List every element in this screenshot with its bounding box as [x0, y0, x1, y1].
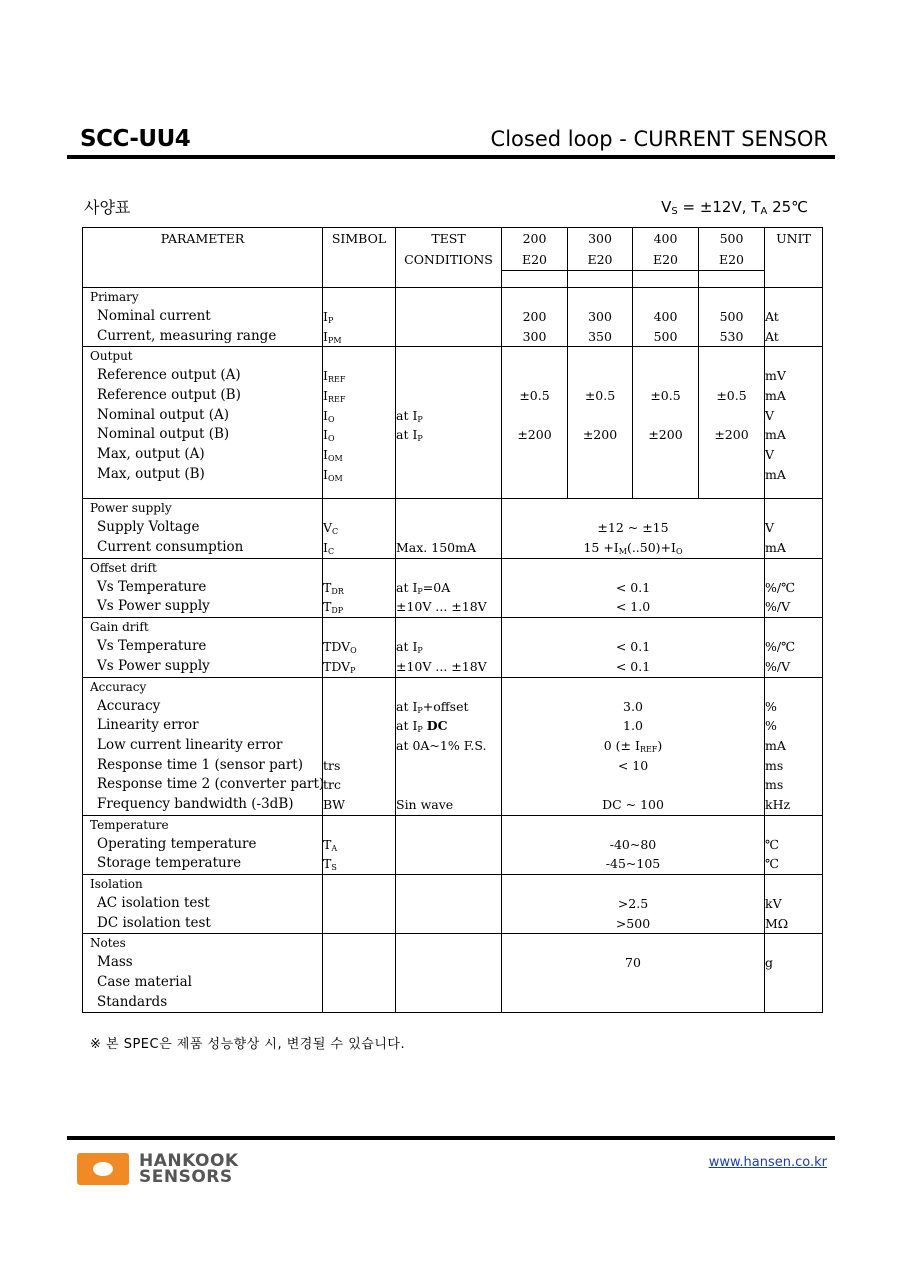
section-title: Output: [90, 349, 133, 364]
specification-table: [82, 227, 823, 1013]
model-name: SCC-UU4: [80, 126, 191, 152]
section-offset-drift: Offset drift Vs Temperature Vs Power supply $T_{DR}$ $T_{DP}$ at $I_P=0A$ ±10V ... ±18V < 0.1 < 1.0 %/℃ %/V: [83, 558, 823, 617]
test-conditions: $V_S = \pm 12V$, $T_A$ 25℃: [661, 198, 808, 217]
header-model: 300 E20: [568, 228, 633, 271]
company-logo: HANKOOK SENSORS: [77, 1153, 257, 1187]
header-test-conditions: TEST CONDITIONS: [396, 228, 502, 288]
section-isolation: Isolation AC isolation test DC isolation test >2.5 >500 kV MΩ: [83, 875, 823, 934]
header-model: 400 E20: [633, 228, 699, 271]
section-power-supply: Power supply Supply Voltage Current consumption $V_C$ $I_C$ Max. 150mA ±12 ~ ±15 $15 +I_M(..50)+I_O$ V mA: [83, 499, 823, 558]
section-gain-drift: Gain drift Vs Temperature Vs Power supply $TDV_O$ $TDV_P$ at $I_P$ ±10V ... ±18V < 0.1 < 0.1 %/℃ %/V: [83, 618, 823, 677]
section-primary: Primary Nominal current Current, measuring range $I_P$ $I_{PM}$ 200 300 300 350 400 500 500 530 At At: [83, 288, 823, 347]
section-temperature: Temperature Operating temperature Storage temperature $T_A$ $T_S$ -40~80 -45~105 ℃ ℃: [83, 815, 823, 874]
section-accuracy: Accuracy Accuracy Linearity error Low current linearity error Response time 1 (sensor part) Response time 2 (converter part) Frequency bandwidth (-3dB) trs trc BW at $I_P+offset$ at $I_P$ DC at 0A~1% F.S. Sin wave 3.0 1.0 0 (± $I_{REF}$) < 10 DC ~ 100 % % mA ms ms kHz: [83, 677, 823, 815]
section-notes: Notes Mass Case material Standards 70 g: [83, 934, 823, 1013]
section-output: Output Reference output (A) Reference output (B) Nominal output (A) Nominal output (B) Max, output (A) Max, output (B) $I_{REF}$ $I_{REF}$ $I_O$ $I_O$ $I_{OM}$ $I_{OM}$ at $I_P$ at $I_P$ ±0.5 ±200 ±0.5 ±200 ±0.5 ±200 ±0.5 ±200 mV mA V mA V mA: [83, 347, 823, 499]
header-symbol: SIMBOL: [323, 228, 396, 288]
spec-change-footnote: ※ 본 SPEC은 제품 성능향상 시, 변경될 수 있습니다.: [90, 1037, 406, 1052]
spec-sheet-subtitle: 사양표: [84, 198, 131, 217]
header-rule: [67, 155, 835, 159]
header-unit: UNIT: [765, 228, 823, 288]
header-parameter: PARAMETER: [83, 228, 323, 288]
footer-rule: [67, 1136, 835, 1140]
website-link[interactable]: www.hansen.co.kr: [708, 1155, 827, 1170]
document-title: Closed loop - CURRENT SENSOR: [490, 127, 828, 151]
header-model: 500 E20: [699, 228, 765, 271]
section-title: Primary: [90, 290, 139, 304]
header-model: 200 E20: [502, 228, 568, 271]
logo-mark-icon: [77, 1153, 129, 1185]
